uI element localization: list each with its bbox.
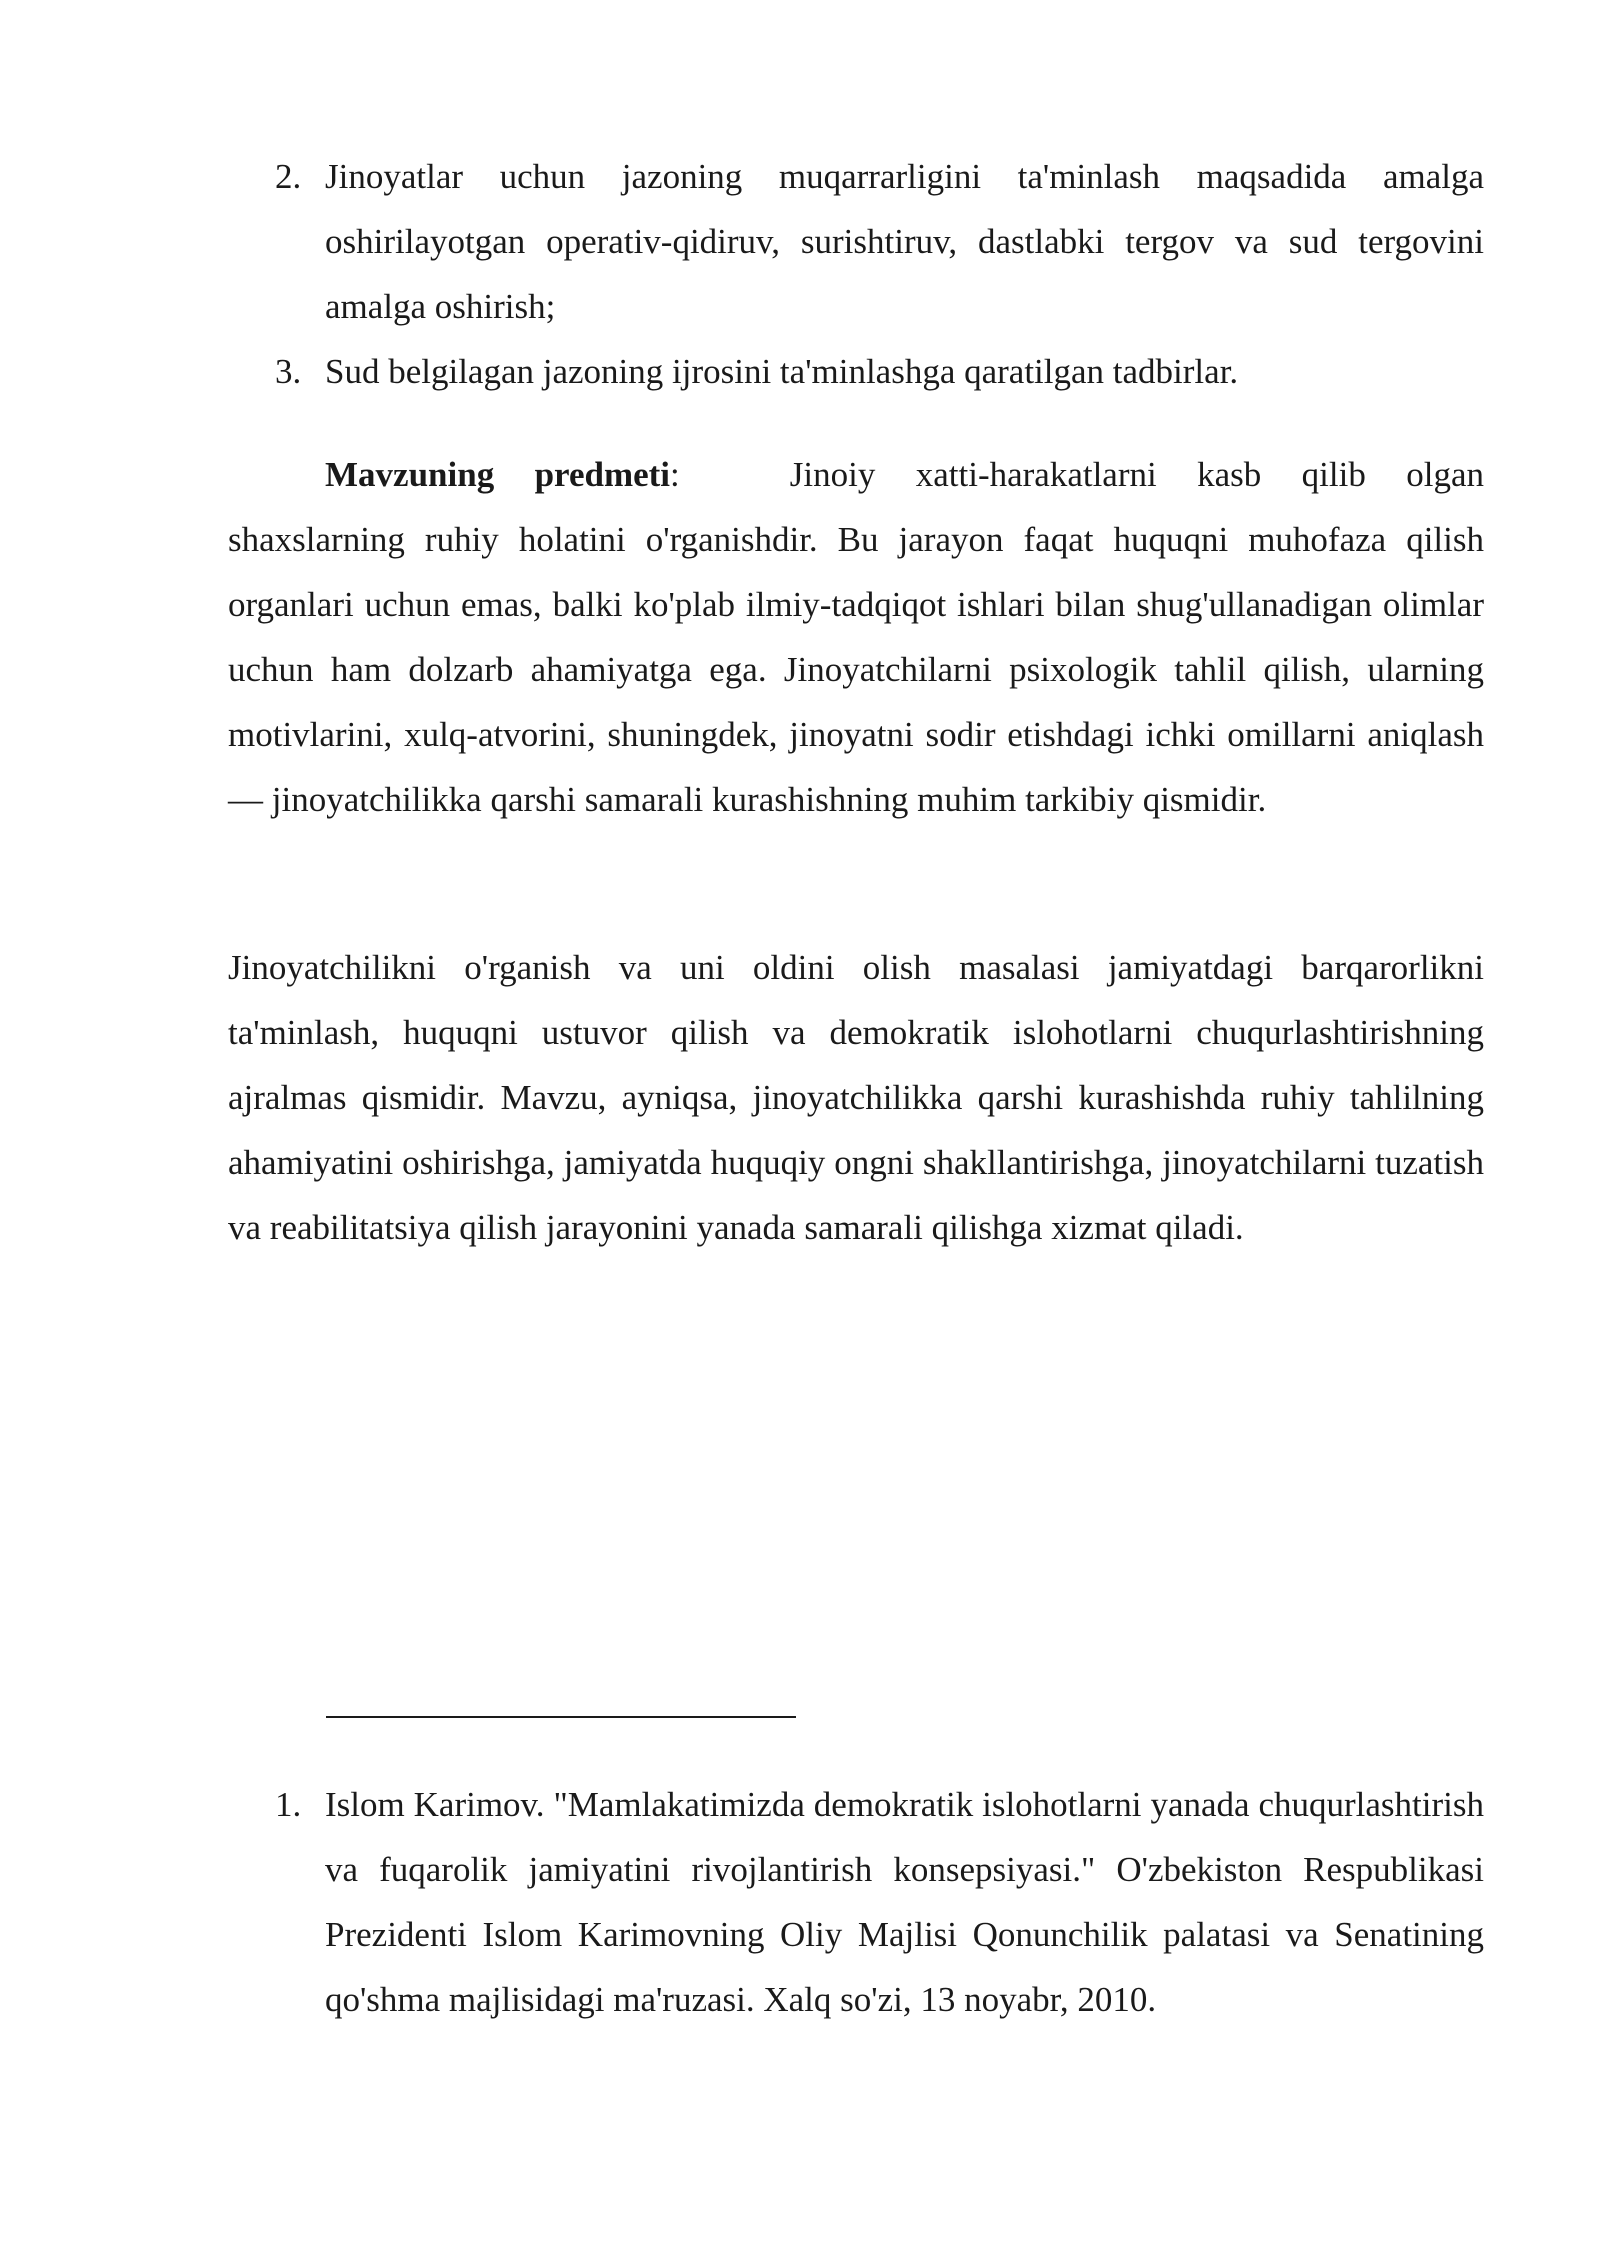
footnote-text: Islom Karimov. "Mamlakatimizda demokratik islohotlarni yanada chuqurlashtirish va fuqarolik jamiyatini rivojlantirish konsepsiyasi." O'zbekiston Respublikasi Prezidenti Islom Karimovning Oliy Majlisi Qonunchilik palatasi va Senatining qo'shma majlisidagi ma'ruzasi. Xalq so'zi, 13 noyabr, 2010. — [325, 1785, 1484, 2019]
list-item — [228, 339, 1484, 404]
list-item-text: Jinoyatlar uchun jazoning muqarrarligini ta'minlash maqsadida amalga oshirilayotgan operativ-qidiruv, surishtiruv, dastlabki tergov va sud tergovini amalga oshirish; — [325, 157, 1484, 326]
list-item-number: 3. — [275, 352, 302, 391]
subject-label: Mavzuning predmeti — [325, 455, 671, 494]
footnote-item — [228, 1772, 1484, 2032]
footnote-list — [228, 1772, 1484, 2032]
list-item-number: 2. — [275, 157, 302, 196]
subject-colon: : — [670, 455, 680, 494]
top-numbered-list — [228, 144, 1484, 404]
footnote-separator — [326, 1716, 796, 1718]
footnote-number: 1. — [275, 1785, 302, 1824]
relevance-paragraph: Jinoyatchilikni o'rganish va uni oldini olish masalasi jamiyatdagi barqarorlikni ta'minlash, huquqni ustuvor qilish va demokratik islohotlarni chuqurlashtirishning ajralmas qismidir. Mavzu, ayniqsa, jinoyatchilikka qarshi kurashishda ruhiy tahlilning ahamiyatini oshirishga, jamiyatda huquqiy ongni shakllantirishga, jinoyatchilarni tuzatish va reabilitatsiya qilish jarayonini yanada samarali qilishga xizmat qiladi. — [228, 948, 1484, 1247]
list-item — [228, 144, 1484, 339]
subject-text: Jinoiy xatti-harakatlarni kasb qilib olgan shaxslarning ruhiy holatini o'rganishdir. Bu jarayon faqat huquqni muhofaza qilish organlari uchun emas, balki ko'plab ilmiy-tadqiqot ishlari bilan shug'ullanadigan olimlar uchun ham dolzarb ahamiyatga ega. Jinoyatchilarni psixologik tahlil qilish, ularning motivlarini, xulq-atvorini, shuningdek, jinoyatni sodir etishdagi ichki omillarni aniqlash — jinoyatchilikka qarshi samarali kurashishning muhim tarkibiy qismidir. — [228, 455, 1484, 819]
list-item-text: Sud belgilagan jazoning ijrosini ta'minlashga qaratilgan tadbirlar. — [325, 352, 1239, 391]
subject-paragraph — [228, 442, 1484, 832]
